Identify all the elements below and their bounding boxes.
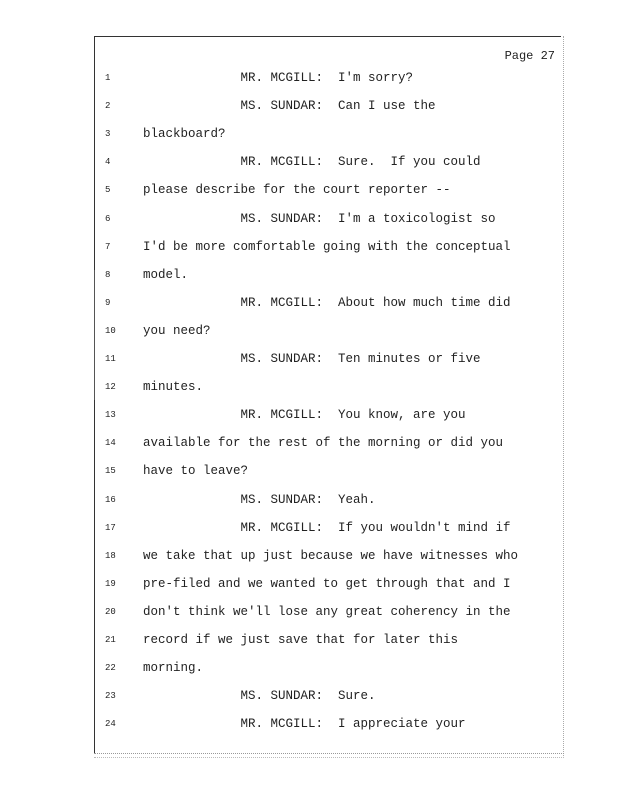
line-text: MS. SUNDAR: Yeah. bbox=[143, 492, 376, 507]
line-number: 7 bbox=[105, 241, 111, 252]
line-number: 23 bbox=[105, 691, 116, 702]
line-text: available for the rest of the morning or did you bbox=[143, 436, 504, 451]
line-text: I'd be more comfortable going with the conceptual bbox=[143, 239, 511, 254]
transcript-line bbox=[95, 126, 561, 146]
line-number: 2 bbox=[105, 101, 111, 112]
transcript-line bbox=[95, 407, 561, 427]
line-text: MR. MCGILL: I appreciate your bbox=[143, 717, 466, 732]
line-number: 13 bbox=[105, 410, 116, 421]
transcript-line bbox=[95, 323, 561, 343]
line-text: record if we just save that for later this bbox=[143, 633, 459, 647]
line-text: model. bbox=[143, 267, 189, 282]
line-number: 12 bbox=[105, 382, 116, 393]
margin-mark bbox=[94, 270, 95, 400]
transcript-line bbox=[95, 604, 561, 624]
line-text: MS. SUNDAR: Can I use the bbox=[143, 99, 436, 114]
transcript-line bbox=[95, 688, 561, 708]
line-text: MS. SUNDAR: I'm a toxicologist so bbox=[143, 211, 496, 226]
line-text: MR. MCGILL: About how much time did bbox=[143, 295, 511, 310]
line-text: morning. bbox=[143, 661, 204, 676]
footer-rule bbox=[94, 753, 564, 758]
line-text: have to leave? bbox=[143, 464, 249, 479]
line-text: MR. MCGILL: If you wouldn't mind if bbox=[143, 520, 511, 535]
transcript-line bbox=[95, 70, 561, 90]
transcript-line bbox=[95, 295, 561, 315]
line-number: 22 bbox=[105, 663, 116, 674]
line-text: you need? bbox=[143, 323, 211, 338]
transcript-line bbox=[95, 379, 561, 399]
line-text: MR. MCGILL: You know, are you bbox=[143, 408, 466, 423]
line-number: 4 bbox=[105, 157, 111, 168]
transcript-line bbox=[95, 520, 561, 540]
line-number: 14 bbox=[105, 438, 116, 449]
line-text: MS. SUNDAR: Sure. bbox=[143, 689, 376, 704]
line-number: 8 bbox=[105, 269, 111, 280]
line-number: 16 bbox=[105, 494, 116, 505]
line-text: MS. SUNDAR: Ten minutes or five bbox=[143, 352, 481, 366]
line-text: blackboard? bbox=[143, 127, 226, 142]
transcript-line bbox=[95, 98, 561, 118]
line-number: 15 bbox=[105, 466, 116, 477]
page-right-edge bbox=[563, 36, 565, 756]
transcript-page bbox=[94, 36, 561, 753]
transcript-line bbox=[95, 351, 561, 371]
line-number: 17 bbox=[105, 522, 116, 533]
line-number: 6 bbox=[105, 213, 111, 224]
line-number: 1 bbox=[105, 73, 111, 83]
line-number: 11 bbox=[105, 354, 116, 364]
line-text: MR. MCGILL: I'm sorry? bbox=[143, 71, 414, 85]
transcript-line bbox=[95, 435, 561, 455]
line-text: please describe for the court reporter -- bbox=[143, 183, 451, 198]
transcript-line bbox=[95, 154, 561, 174]
line-number: 21 bbox=[105, 635, 116, 645]
line-number: 19 bbox=[105, 578, 116, 589]
line-number: 10 bbox=[105, 325, 116, 336]
transcript-line bbox=[95, 716, 561, 736]
transcript-line bbox=[95, 239, 561, 259]
line-number: 9 bbox=[105, 297, 111, 308]
transcript-line bbox=[95, 211, 561, 231]
transcript-line bbox=[95, 492, 561, 512]
transcript-line bbox=[95, 576, 561, 596]
line-text: we take that up just because we have witnesses who bbox=[143, 548, 519, 563]
line-number: 3 bbox=[105, 129, 111, 140]
line-text: pre-filed and we wanted to get through that and I bbox=[143, 576, 511, 591]
line-number: 5 bbox=[105, 185, 111, 196]
line-text: don't think we'll lose any great coherency in the bbox=[143, 604, 511, 619]
transcript-line bbox=[95, 660, 561, 680]
line-number: 24 bbox=[105, 719, 116, 730]
transcript-line bbox=[95, 267, 561, 287]
line-number: 18 bbox=[105, 550, 116, 561]
page-number: Page 27 bbox=[504, 49, 555, 63]
line-number: 20 bbox=[105, 606, 116, 617]
transcript-line bbox=[95, 463, 561, 483]
line-text: minutes. bbox=[143, 380, 204, 395]
transcript-line bbox=[95, 182, 561, 202]
transcript-line bbox=[95, 548, 561, 568]
line-text: MR. MCGILL: Sure. If you could bbox=[143, 155, 481, 170]
transcript-line bbox=[95, 632, 561, 652]
